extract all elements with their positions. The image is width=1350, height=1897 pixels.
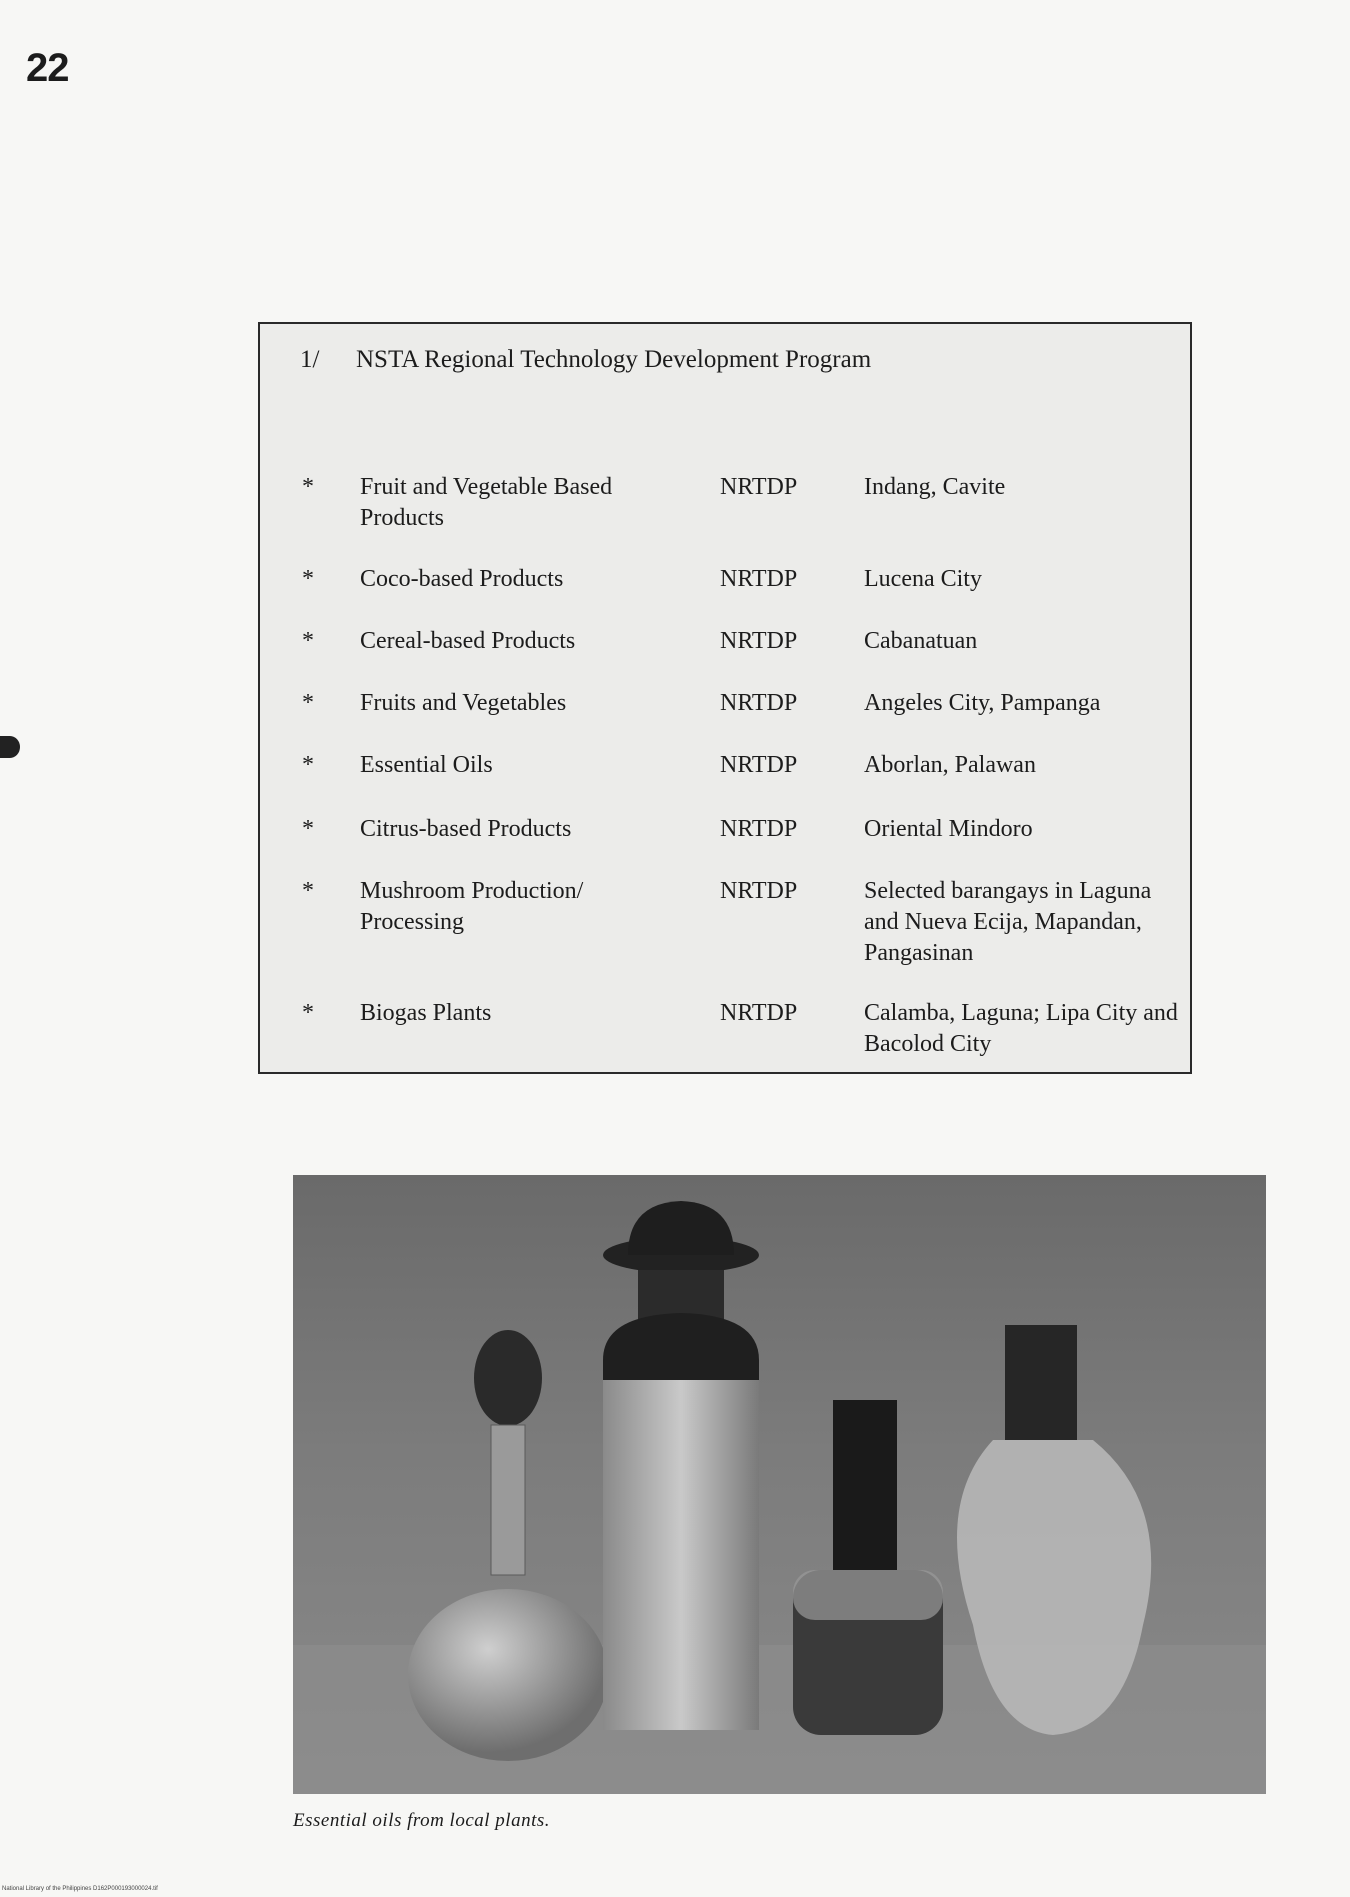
row-bullet: * bbox=[302, 752, 314, 778]
footnote-marker: 1/ bbox=[300, 346, 320, 373]
row-product: Mushroom Production/ Processing bbox=[360, 878, 584, 935]
row-product: Biogas Plants bbox=[360, 1000, 492, 1026]
left-bottle bbox=[408, 1589, 608, 1761]
row-code: NRTDP bbox=[720, 690, 798, 716]
left-bottle-cap bbox=[474, 1330, 542, 1426]
tall-bottle-cap bbox=[628, 1201, 734, 1255]
row-bullet: * bbox=[302, 816, 314, 842]
row-code: NRTDP bbox=[720, 752, 798, 778]
row-code: NRTDP bbox=[720, 628, 798, 654]
table-heading bbox=[300, 346, 871, 374]
tall-bottle bbox=[603, 1380, 759, 1730]
row-product: Fruit and Vegetable Based Products bbox=[360, 474, 613, 531]
row-location: Lucena City bbox=[864, 566, 982, 592]
table-heading-text: NSTA Regional Technology Development Program bbox=[356, 346, 872, 373]
row-location: Angeles City, Pampanga bbox=[864, 690, 1101, 716]
row-location: Selected barangays in Laguna and Nueva Ecija, Mapandan, Pangasinan bbox=[864, 878, 1152, 966]
row-product: Citrus-based Products bbox=[360, 816, 572, 842]
row-bullet: * bbox=[302, 878, 314, 904]
row-code: NRTDP bbox=[720, 474, 798, 500]
row-bullet: * bbox=[302, 566, 314, 592]
page-number: 22 bbox=[26, 46, 69, 90]
row-code: NRTDP bbox=[720, 878, 798, 904]
row-location: Cabanatuan bbox=[864, 628, 978, 654]
scan-footer: National Library of the Philippines D162P000193000024.tif bbox=[2, 1886, 158, 1892]
row-product: Cereal-based Products bbox=[360, 628, 576, 654]
row-bullet: * bbox=[302, 628, 314, 654]
row-bullet: * bbox=[302, 690, 314, 716]
row-product: Coco-based Products bbox=[360, 566, 564, 592]
row-code: NRTDP bbox=[720, 816, 798, 842]
row-code: NRTDP bbox=[720, 1000, 798, 1026]
row-bullet: * bbox=[302, 1000, 314, 1026]
row-location: Oriental Mindoro bbox=[864, 816, 1033, 842]
row-location: Aborlan, Palawan bbox=[864, 752, 1036, 778]
row-location: Calamba, Laguna; Lipa City and Bacolod City bbox=[864, 1000, 1178, 1057]
row-product: Essential Oils bbox=[360, 752, 493, 778]
dark-bottle-cap bbox=[833, 1400, 897, 1575]
essential-oils-photo bbox=[293, 1175, 1266, 1794]
row-code: NRTDP bbox=[720, 566, 798, 592]
frosted-bottle-cap bbox=[1005, 1325, 1077, 1440]
bottles-illustration bbox=[293, 1175, 1266, 1794]
photo-caption: Essential oils from local plants. bbox=[293, 1810, 550, 1831]
row-location: Indang, Cavite bbox=[864, 474, 1006, 500]
program-table bbox=[258, 322, 1192, 1074]
row-bullet: * bbox=[302, 474, 314, 500]
scan-edge-mark bbox=[0, 736, 20, 758]
row-product: Fruits and Vegetables bbox=[360, 690, 567, 716]
